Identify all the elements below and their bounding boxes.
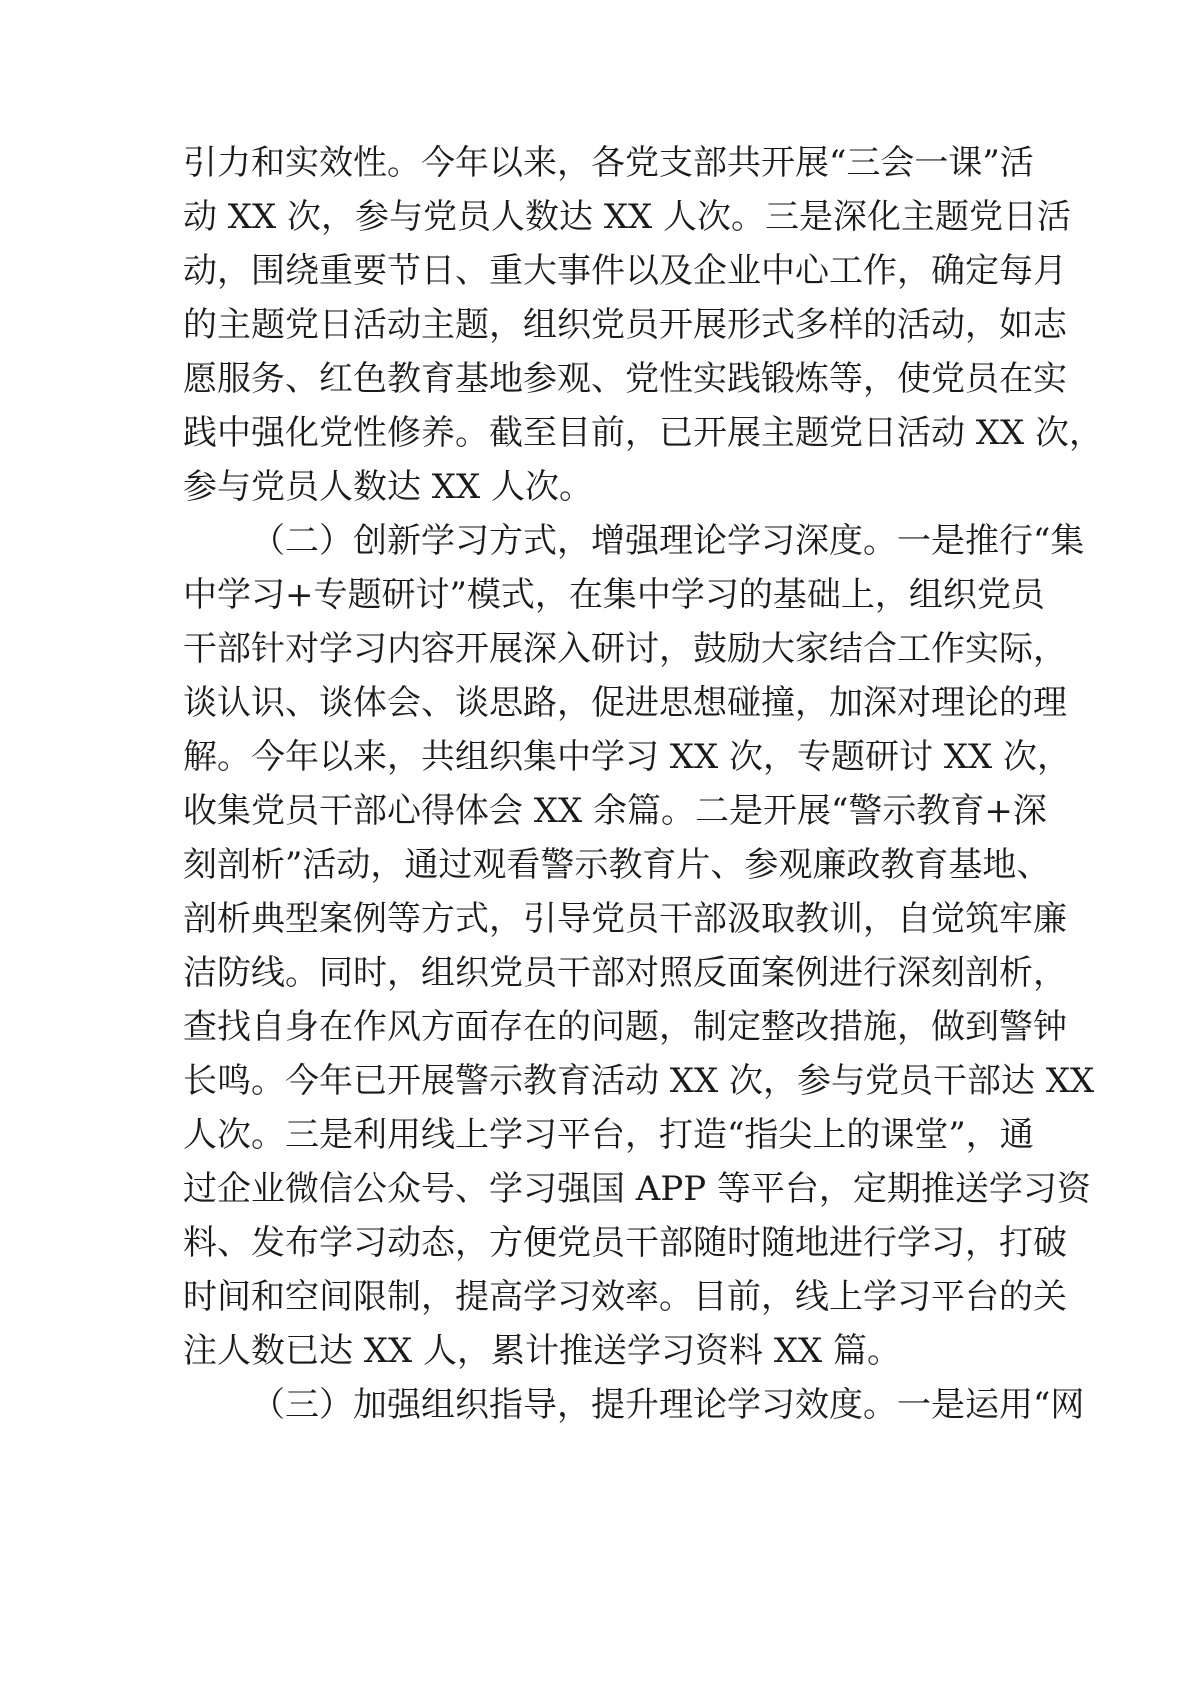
paragraph-2-line: 中学习+专题研讨”模式，在集中学习的基础上，组织党员 (183, 575, 1045, 615)
paragraph-2-line: 收集党员干部心得体会 XX 余篇。二是开展“警示教育+深 (183, 791, 1047, 831)
paragraph-2-line: 刻剖析”活动，通过观看警示教育片、参观廉政教育基地、 (183, 845, 1051, 885)
paragraph-1-line: 动，围绕重要节日、重大事件以及企业中心工作，确定每月 (183, 251, 1067, 291)
paragraph-2-line: 长鸣。今年已开展警示教育活动 XX 次，参与党员干部达 XX (183, 1061, 1095, 1101)
paragraph-2-line: 过企业微信公众号、学习强国 APP 等平台，定期推送学习资 (183, 1169, 1091, 1209)
paragraph-1-line: 参与党员人数达 XX 人次。 (183, 467, 594, 507)
paragraph-2-line: 时间和空间限制，提高学习效率。目前，线上学习平台的关 (183, 1277, 1067, 1317)
paragraph-2-line: 干部针对学习内容开展深入研讨，鼓励大家结合工作实际， (183, 629, 1067, 669)
paragraph-2-line: 注人数已达 XX 人，累计推送学习资料 XX 篇。 (183, 1331, 902, 1371)
paragraph-2-line: 人次。三是利用线上学习平台，打造“指尖上的课堂”，通 (183, 1115, 1034, 1155)
paragraph-2-first-line: （二）创新学习方式，增强理论学习深度。一是推行“集 (251, 521, 1085, 561)
paragraph-1-line: 愿服务、红色教育基地参观、党性实践锻炼等，使党员在实 (183, 359, 1067, 399)
paragraph-1-line: 的主题党日活动主题，组织党员开展形式多样的活动，如志 (183, 305, 1067, 345)
paragraph-2-line: 谈认识、谈体会、谈思路，促进思想碰撞，加深对理论的理 (183, 683, 1067, 723)
paragraph-1-line: 践中强化党性修养。截至目前，已开展主题党日活动 XX 次， (183, 413, 1104, 453)
paragraph-2-line: 料、发布学习动态，方便党员干部随时随地进行学习，打破 (183, 1223, 1067, 1263)
paragraph-2-line: 剖析典型案例等方式，引导党员干部汲取教训，自觉筑牢廉 (183, 899, 1067, 939)
paragraph-2-line: 洁防线。同时，组织党员干部对照反面案例进行深刻剖析， (183, 953, 1067, 993)
paragraph-2-line: 解。今年以来，共组织集中学习 XX 次，专题研讨 XX 次， (183, 737, 1072, 777)
paragraph-2-line: 查找自身在作风方面存在的问题，制定整改措施，做到警钟 (183, 1007, 1067, 1047)
paragraph-1-line: 动 XX 次，参与党员人数达 XX 人次。三是深化主题党日活 (183, 197, 1072, 237)
paragraph-3-first-line: （三）加强组织指导，提升理论学习效度。一是运用“网 (251, 1385, 1085, 1425)
paragraph-1-line: 引力和实效性。今年以来，各党支部共开展“三会一课”活 (183, 143, 1034, 183)
